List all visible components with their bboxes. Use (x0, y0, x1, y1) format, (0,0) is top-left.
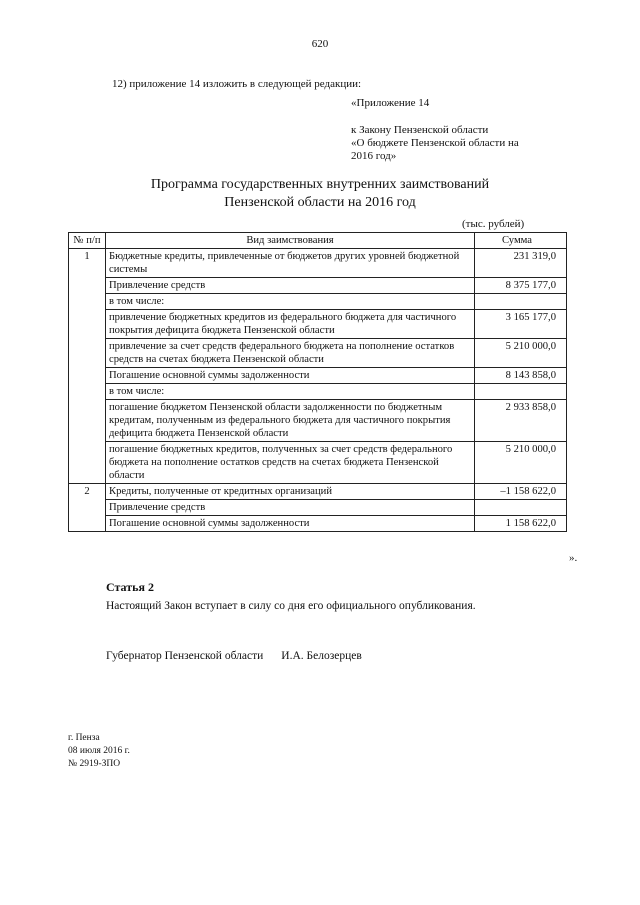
row-type: привлечение за счет средств федерального бюджета на пополнение остатков средств на счетах бюджета Пензенской области (106, 339, 475, 368)
row-type: погашение бюджетных кредитов, полученных за счет средств федерального бюджета на пополнение остатков средств на счетах бюджета Пензенской области (106, 442, 475, 484)
row-amount: 3 165 177,0 (475, 310, 567, 339)
table-row (69, 278, 567, 294)
page-number: 620 (311, 38, 329, 50)
borrowing-table (68, 232, 567, 532)
table-row (69, 249, 567, 278)
article-title: Статья 2 (106, 580, 154, 594)
units-label: (тыс. рублей) (462, 218, 525, 230)
row-amount (475, 384, 567, 400)
row-type: Бюджетные кредиты, привлеченные от бюджетов других уровней бюджетной системы (106, 249, 475, 278)
row-number: 1 (69, 249, 106, 484)
row-type: Погашение основной суммы задолженности (106, 516, 475, 532)
footer-city: г. Пенза (68, 733, 100, 743)
row-amount (475, 500, 567, 516)
table-row (69, 368, 567, 384)
row-amount (475, 294, 567, 310)
row-type: погашение бюджетом Пензенской области задолженности по бюджетным кредитам, полученным из федерального бюджета для частичного покрытия дефицита бюджета Пензенской области (106, 400, 475, 442)
footer-block (68, 732, 130, 771)
article-text: Настоящий Закон вступает в силу со дня его официального опубликования. (106, 600, 476, 612)
table-row (69, 484, 567, 500)
appendix-title: «Приложение 14 (351, 97, 430, 109)
header-num: № п/п (69, 233, 106, 249)
row-amount: 8 375 177,0 (475, 278, 567, 294)
signature-block (106, 650, 362, 662)
header-amount: Сумма (475, 233, 567, 249)
table-header-row (69, 233, 567, 249)
table-row (69, 310, 567, 339)
row-amount: 231 319,0 (475, 249, 567, 278)
program-title (0, 176, 640, 212)
row-type: Кредиты, полученные от кредитных организаций (106, 484, 475, 500)
table-row (69, 294, 567, 310)
row-amount: 5 210 000,0 (475, 442, 567, 484)
row-type: привлечение бюджетных кредитов из федерального бюджета для частичного покрытия дефицита бюджета Пензенской области (106, 310, 475, 339)
footer-number: № 2919-ЗПО (68, 759, 121, 769)
program-title-line-1: Программа государственных внутренних заимствований (150, 177, 490, 192)
program-title-line-2: Пензенской области на 2016 год (224, 195, 416, 210)
table-row (69, 400, 567, 442)
row-amount: 2 933 858,0 (475, 400, 567, 442)
header-type: Вид заимствования (106, 233, 475, 249)
row-amount: 1 158 622,0 (475, 516, 567, 532)
row-amount: –1 158 622,0 (475, 484, 567, 500)
footer-date: 08 июля 2016 г. (68, 746, 130, 756)
signature-name: И.А. Белозерцев (281, 650, 362, 662)
row-type: Привлечение средств (106, 500, 475, 516)
appendix-law-name: «О бюджете Пензенской области на (351, 137, 519, 149)
row-type: Погашение основной суммы задолженности (106, 368, 475, 384)
table-row (69, 442, 567, 484)
appendix-law-year: 2016 год» (351, 150, 397, 162)
table-row (69, 339, 567, 368)
appendix-law-ref: к Закону Пензенской области (351, 124, 489, 136)
row-amount: 8 143 858,0 (475, 368, 567, 384)
signature-position: Губернатор Пензенской области (106, 650, 264, 662)
row-number: 2 (69, 484, 106, 532)
row-type: в том числе: (106, 384, 475, 400)
row-amount: 5 210 000,0 (475, 339, 567, 368)
closing-quote: ». (569, 552, 578, 564)
table-row (69, 384, 567, 400)
amendment-item-12: 12) приложение 14 изложить в следующей редакции: (112, 78, 362, 90)
row-type: Привлечение средств (106, 278, 475, 294)
table-row (69, 516, 567, 532)
row-type: в том числе: (106, 294, 475, 310)
table-row (69, 500, 567, 516)
